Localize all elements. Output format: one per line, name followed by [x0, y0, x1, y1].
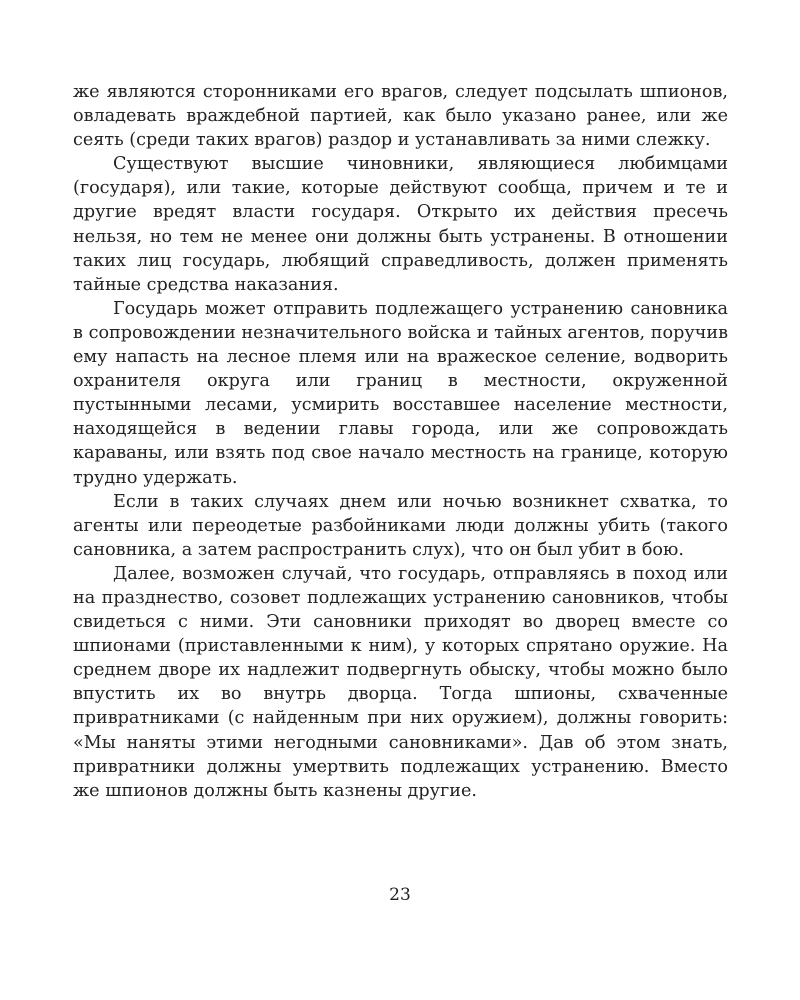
paragraph-palace: Далее, возможен случай, что государь, отправляясь в поход или на празднество, созовет подлежащих устранению сановников, чтобы свидеться с ними. Эти сановники приходят во дворец вместе со шпионами (приставленными к ним), у которых спрятано оружие. На среднем дворе их надлежит подвергнуть обыску, чтобы можно было впустить их во внутрь дворца. Тогда шпионы, схваченные привратниками (с найденным при них оружием), должны говорить: «Мы наняты этими негодными сановниками». Дав об этом знать, привратники должны умертвить подлежащих устранению. Вместо же шпионов должны быть казнены другие. — [73, 563, 728, 801]
paragraph-dispatch: Государь может отправить подлежащего устранению сановника в сопровождении незначительного войска и тайных агентов, поручив ему напасть на лесное племя или на вражеское селение, водворить охранителя округа или границ в местности, окруженной пустынными лесами, усмирить восставшее население местности, находящейся в ведении главы города, или же сопровождать караваны, или взять под свое начало местность на границе, которую трудно удержать. — [73, 298, 728, 488]
page-number: 23 — [389, 885, 411, 905]
body-text — [73, 80, 728, 803]
paragraph-skirmish: Если в таких случаях днем или ночью возникнет схватка, то агенты или переодетые разбойниками люди должны убить (такого сановника, а затем распространить слух), что он был убит в бою. — [73, 491, 728, 560]
paragraph-continuation: же являются сторонниками его врагов, следует подсылать шпионов, овладевать враждебной партией, как было указано ранее, или же сеять (среди таких врагов) раздор и устанавливать за ними слежку. — [73, 82, 728, 151]
paragraph-officials: Существуют высшие чиновники, являющиеся любимцами (государя), или такие, которые действуют сообща, причем и те и другие вредят власти государя. Открыто их действия пресечь нельзя, но тем не менее они должны быть устранены. В отношении таких лиц государь, любящий справедливость, должен применять тайные средства наказания. — [73, 154, 728, 295]
